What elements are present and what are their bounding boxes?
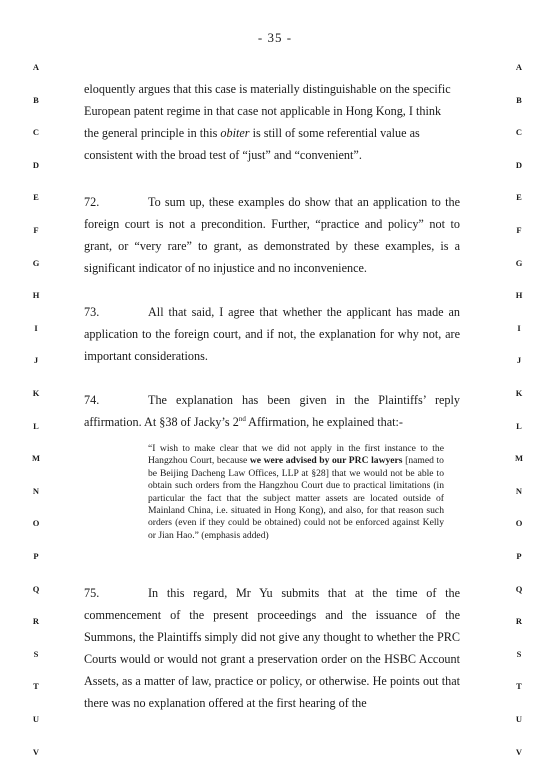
margin-letter-l: L [33,420,39,431]
paragraph-74 [84,389,460,433]
margin-letter-a: A [32,62,40,72]
margin-letter-g: G [515,257,523,268]
margin-letter-b: B [516,94,522,105]
margin-letter-o: O [32,518,40,529]
margin-letter-p: P [516,551,522,561]
margin-letter-u: U [515,714,523,724]
margin-letter-q: Q [515,583,523,594]
paragraph-text: In this regard, Mr Yu submits that at the time of the commencement of the present proceedings and the issuance of the Summons, the Plaintiffs simply did not give any thought to whether the PRC Courts would or would not grant a preservation order on the HSBC Account Assets, as a matter of law, practice or policy, or otherwise. He points out that there was no explanation offered at the first hearing of the [84,586,460,710]
margin-letter-u: U [32,714,40,724]
paragraph-text: The explanation has been given in the Plaintiffs’ reply affirmation. At §38 of Jacky’s 2nd Affirmation, he explained that:- [84,393,460,429]
page-number: - 35 - [257,30,293,45]
margin-letter-d: D [515,159,523,170]
margin-letter-f: F [516,225,522,235]
margin-letter-o: O [515,518,523,529]
margin-letter-t: T [33,681,39,692]
margin-letter-j: J [33,355,39,366]
continuation-line-1: eloquently argues that this case is materially distinguishable on the specific [84,82,451,96]
paragraph-75 [84,582,460,714]
paragraph-number: 74. [84,393,100,407]
margin-letter-d: D [32,159,40,170]
paragraph-72 [84,191,460,279]
margin-letter-m: M [514,453,524,464]
margin-letter-b: B [33,94,39,105]
margin-letter-e: E [33,192,39,203]
paragraph-number: 73. [84,305,100,319]
margin-letter-s: S [516,648,522,659]
margin-letter-p: P [33,551,39,561]
left-margin-letters [26,0,46,777]
block-quote: “I wish to make clear that we did not apply in the first instance to the Hangzhou Court, because we were advised by our PRC lawyers [named to be Beijing Dacheng Law Offices, LLP at §28] that we would not be able to obtain such orders from the Hangzhou Court due to practical limitations (in particular the fact that the subject matter assets are located outside of Mainland China, i.e. situated in Hong Kong), and also, for that reason such orders (even if they could be obtained) could not be enforced against Kelly or Jian Hao.” (emphasis added) [148,443,444,541]
margin-letter-c: C [32,127,40,138]
continuation-line-4: consistent with the broad test of “just” and “convenient”. [84,148,362,162]
right-margin-letters [509,0,529,777]
margin-letter-n: N [515,485,523,496]
margin-letter-v: V [515,746,523,757]
margin-letter-r: R [32,616,40,627]
paragraph-text: To sum up, these examples do show that an application to the foreign court is not a precondition. Further, “practice and policy” not to grant, or “very rare” to grant, as demonstrated by these examples, is a significant indicator of no injustice and no inconvenience. [84,195,460,275]
margin-letter-v: V [32,746,40,757]
paragraph-73 [84,301,460,367]
margin-letter-k: K [515,388,523,398]
margin-letter-k: K [32,388,40,398]
continuation-line-3: the general principle in this obiter is still of some referential value as [84,126,420,140]
margin-letter-h: H [515,290,523,301]
margin-letter-g: G [32,257,40,268]
margin-letter-i: I [34,322,38,333]
margin-letter-q: Q [32,583,40,594]
margin-letter-e: E [516,192,522,203]
margin-letter-r: R [515,616,523,627]
margin-letter-a: A [515,62,523,72]
margin-letter-n: N [32,485,40,496]
paragraph-text: All that said, I agree that whether the applicant has made an application to the foreign court, and if not, the explanation for why not, are important considerations. [84,305,460,363]
margin-letter-f: F [33,225,39,235]
margin-letter-h: H [32,290,40,301]
emphasis: we were advised by our PRC lawyers [249,455,403,467]
margin-letter-t: T [516,681,522,692]
margin-letter-l: L [516,420,522,431]
paragraph-number: 75. [84,586,100,600]
margin-letter-s: S [33,648,39,659]
margin-letter-m: M [31,453,41,464]
paragraph-number: 72. [84,195,100,209]
margin-letter-j: J [516,355,522,366]
obiter-term: obiter [220,126,250,140]
margin-letter-i: I [517,322,521,333]
continuation-line-2: European patent regime in that case not applicable in Hong Kong, I think [84,104,442,118]
margin-letter-c: C [515,127,523,138]
